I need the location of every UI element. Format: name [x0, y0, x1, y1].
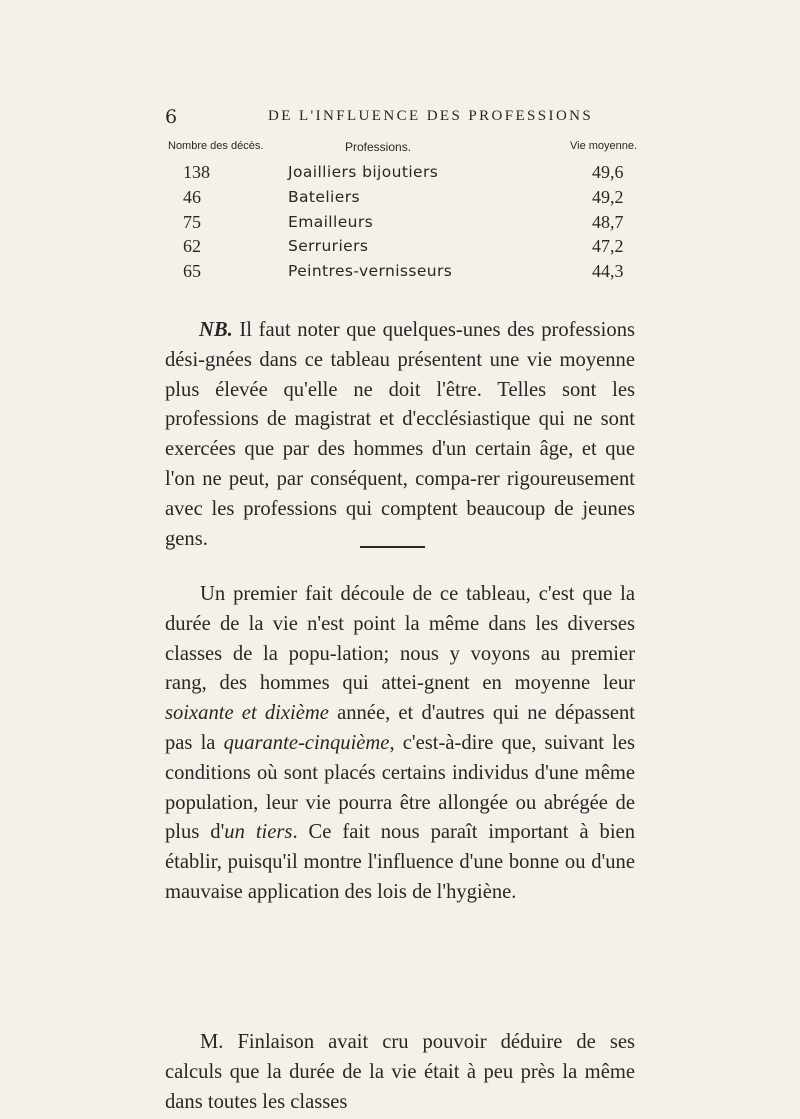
deaths-cell: 75	[183, 211, 201, 232]
body-paragraph	[165, 1028, 635, 1117]
paragraph-text: Un premier fait découle de ce tableau, c'est que la durée de la vie n'est point la même dans les diverses classes de la popu-lation; nous y voyons au premier rang, des hommes qui attei-gnent en moyenne leur	[165, 583, 635, 695]
nota-bene-paragraph	[165, 316, 635, 554]
page-header	[0, 106, 800, 132]
profession-cell: Peintres-vernisseurs	[288, 262, 453, 281]
table-row	[0, 185, 800, 210]
header-profession: Professions.	[345, 140, 412, 154]
paragraph-text: . Ce fait nous paraît important à bien établir, puisqu'il montre l'influence d'une bonne ou d'une mauvaise application des lois de l'hygiène.	[165, 821, 635, 903]
paragraph-text: année, et d'autres qui ne dépassent pas la	[165, 702, 635, 754]
profession-cell: Joailliers bijoutiers	[288, 163, 439, 181]
life-cell: 47,2	[592, 236, 624, 257]
life-cell: 48,7	[592, 211, 624, 232]
paragraph-text: M. Finlaison avait cru pouvoir déduire de ses calculs que la durée de la vie était à peu près la même dans toutes les classes	[165, 1031, 635, 1113]
emphasis-text: soixante et dixième	[165, 702, 329, 725]
table-row	[0, 234, 800, 259]
life-cell: 44,3	[592, 261, 624, 282]
table-column-headers	[0, 140, 800, 160]
running-title: DE L'INFLUENCE DES PROFESSIONS	[268, 108, 594, 124]
body-paragraph	[165, 580, 635, 908]
deaths-cell: 65	[183, 261, 201, 282]
section-divider	[360, 546, 425, 548]
life-cell: 49,6	[592, 162, 624, 182]
nota-bene-text: Il faut noter que quelques-unes des professions dési-gnées dans ce tableau présentent une vie moyenne plus élevée qu'elle ne doit l'être. Telles sont les professions de magistrat et d'ecclésiastique qui ne sont exercées que par des hommes d'un certain âge, et que l'on ne peut, par conséquent, compa-rer rigoureusement avec les professions qui comptent beaucoup de jeunes gens.	[165, 319, 636, 550]
table-row	[0, 160, 800, 185]
table-row	[0, 210, 800, 235]
header-deaths: Nombre des décès.	[168, 140, 264, 152]
paragraph-text: , c'est-à-dire que, suivant les conditions où sont placés certains individus d'une même population, leur vie pourra être allongée ou abrégée de plus d'	[165, 731, 635, 844]
page-number: 6	[165, 106, 178, 128]
deaths-cell: 138	[183, 162, 210, 182]
deaths-cell: 46	[183, 186, 201, 207]
profession-table	[0, 160, 800, 284]
profession-cell: Emailleurs	[288, 212, 374, 231]
table-row	[0, 259, 800, 284]
profession-cell: Serruriers	[288, 237, 369, 256]
header-life-expectancy: Vie moyenne.	[570, 140, 638, 152]
deaths-cell: 62	[183, 236, 201, 257]
nota-bene-label: NB.	[199, 319, 233, 341]
emphasis-text: un tiers	[224, 821, 293, 844]
profession-cell: Bateliers	[288, 187, 360, 206]
life-cell: 49,2	[592, 186, 624, 207]
emphasis-text: quarante-cinquième	[223, 731, 390, 754]
